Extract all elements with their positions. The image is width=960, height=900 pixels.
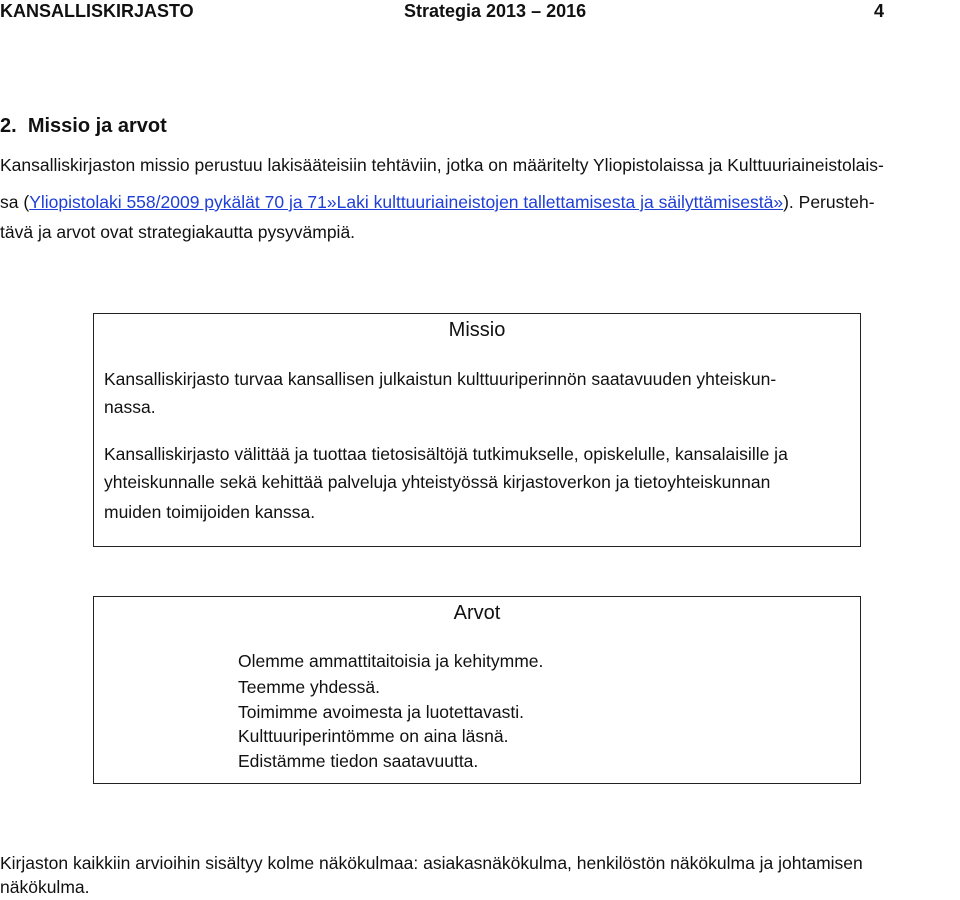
arvot-item: Kulttuuriperintömme on aina läsnä.: [238, 726, 509, 746]
intro-text: ). Perusteh-: [783, 192, 875, 212]
footer-line-2: näkökulma.: [0, 877, 90, 897]
intro-line-2: [0, 189, 875, 215]
intro-text: sa (: [0, 192, 30, 212]
section-number: 2.: [0, 115, 17, 137]
footer-line-1: Kirjaston kaikkiin arvioihin sisältyy kolme näkökulmaa: asiakasnäkökulma, henkilöstön näkökulma ja johtamisen: [0, 853, 863, 873]
missio-text: yhteiskunnalle sekä kehittää palveluja yhteistyössä kirjastoverkon ja tietoyhteiskunnan: [104, 472, 771, 492]
missio-text: Kansalliskirjasto välittää ja tuottaa tietosisältöjä tutkimukselle, opiskelulle, kansalaisille ja: [104, 444, 788, 464]
arvot-item: Teemme yhdessä.: [238, 677, 381, 697]
missio-box: [93, 313, 861, 547]
arvot-item: Toimimme avoimesta ja luotettavasti.: [238, 702, 524, 722]
header-org: KANSALLISKIRJASTO: [0, 1, 194, 21]
intro-line-3: tävä ja arvot ovat strategiakautta pysyvämpiä.: [0, 222, 356, 242]
missio-text: Kansalliskirjasto turvaa kansallisen julkaistun kulttuuriperinnön saatavuuden yhteiskun-: [104, 369, 777, 389]
missio-text: nassa.: [104, 397, 156, 417]
header-page-number: 4: [874, 1, 885, 21]
section-title: Missio ja arvot: [27, 115, 167, 137]
missio-title: Missio: [448, 319, 506, 341]
intro-line-1: Kansalliskirjaston missio perustuu lakisääteisiin tehtäviin, jotka on määritelty Yliopistolaissa ja Kulttuuriaineistolais-: [0, 155, 884, 175]
arvot-box: [93, 596, 861, 784]
missio-text: muiden toimijoiden kanssa.: [104, 502, 316, 522]
arvot-item: Edistämme tiedon saatavuutta.: [238, 751, 479, 771]
section-heading: [0, 114, 167, 138]
law-link[interactable]: Yliopistolaki 558/2009 pykälät 70 ja 71»Laki kulttuuriaineistojen tallettamisesta ja säilyttämisestä»: [29, 192, 784, 212]
arvot-item: Olemme ammattitaitoisia ja kehitymme.: [238, 651, 544, 671]
arvot-title: Arvot: [453, 602, 501, 624]
header-document-title: Strategia 2013 – 2016: [404, 1, 587, 21]
